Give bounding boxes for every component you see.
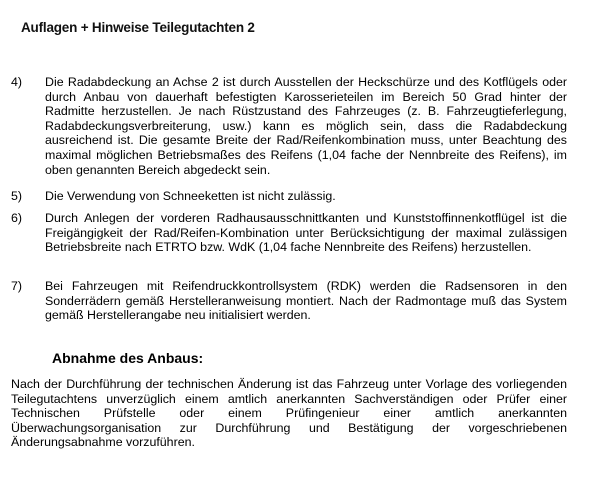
item-text: Die Verwendung von Schneeketten ist nicht zulässig. <box>45 189 336 203</box>
item-text: Die Radabdeckung an Achse 2 ist durch Ausstellen der Heckschürze und des Kotflügels oder durch Anbau von dauerhaft befestigten Karosserieteilen im Bereich 50 Grad hinter der Radmitte herzustellen. Je nach Rüstzustand des Fahrzeuges (z. B. Fahrzeugtieferlegung, Radabdeckungsverbreiterung, usw.) kann es möglich sein, dass die Radabdeckung ausreichend ist. Die gesamte Breite der Rad/Reifenkombination muss, unter Beachtung des maximal möglichen Betriebsmaßes des Reifens (1,04 fache der Nennbreite des Reifens), im oben genannten Bereich abgedeckt sein. <box>45 75 567 177</box>
item-text: Durch Anlegen der vorderen Radhausausschnittkanten und Kunststoffinnenkotflügel ist die Freigängigkeit der Rad/Reifen-Kombination unter Berücksichtigung der maximal zulässigen Betriebsbreite nach ETRTO bzw. WdK (1,04 fache Nennbreite des Reifens) herzustellen. <box>45 211 567 255</box>
item-number: 5) <box>11 189 23 203</box>
item-number: 7) <box>11 279 23 293</box>
item-text: Bei Fahrzeugen mit Reifendruckkontrollsystem (RDK) werden die Radsensoren in den Sonderrädern gemäß Herstelleranweisung montiert. Nach der Radmontage muß das System gemäß Herstellerangabe neu initialisiert werden. <box>45 279 567 323</box>
section-heading: Abnahme des Anbaus: <box>52 350 204 366</box>
item-number: 4) <box>11 75 23 89</box>
section-paragraph: Nach der Durchführung der technischen Änderung ist das Fahrzeug unter Vorlage des vorliegenden Teilegutachtens unverzüglich einem amtlich anerkannten Sachverständigen oder Prüfer einer Technischen Prüfstelle oder einem Prüfingenieur einer amtlich anerkannten Überwachungsorganisation zur Durchführung und Bestätigung der vorgeschriebenen Änderungsabnahme vorzuführen. <box>11 377 567 450</box>
document-title: Auflagen + Hinweise Teilegutachten 2 <box>21 20 255 35</box>
item-number: 6) <box>11 211 23 225</box>
